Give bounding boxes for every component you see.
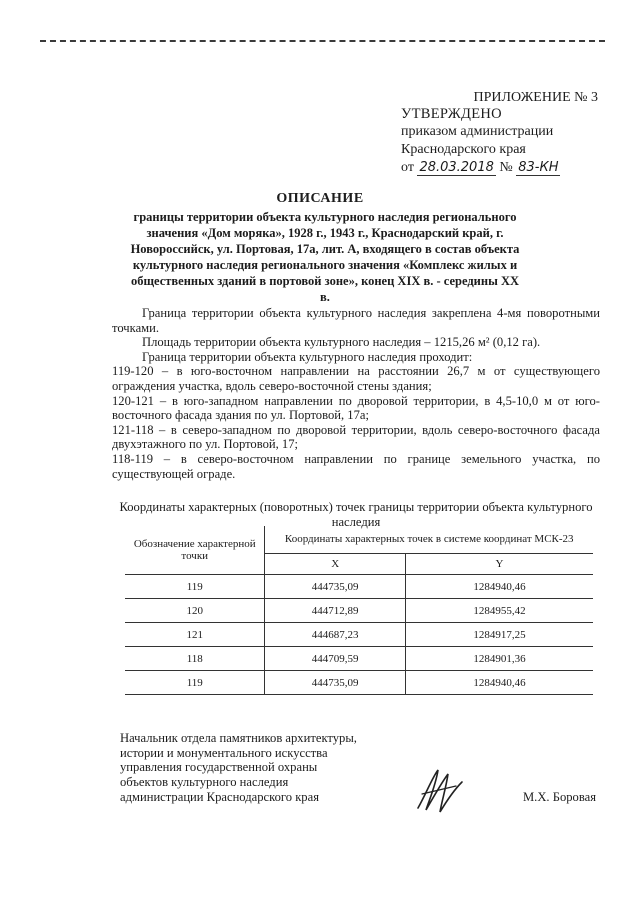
- description-body: [112, 306, 600, 481]
- cell-x: 444735,09: [265, 671, 405, 695]
- order-line-1: приказом администрации: [401, 124, 554, 139]
- table-row: [125, 671, 593, 695]
- paragraph-boundary-intro: Граница территории объекта культурного наследия проходит:: [142, 349, 473, 364]
- paragraph-area: Площадь территории объекта культурного наследия – 1215,26 м² (0,12 га).: [142, 335, 541, 350]
- header-x: X: [265, 553, 405, 574]
- cell-y: 1284940,46: [405, 671, 593, 695]
- table-row: [125, 647, 593, 671]
- order-line-2: Краснодарского края: [401, 142, 526, 157]
- document-subtitle: границы территории объекта культурного наследия регионального значения «Дом моряка», 1928 г., 1943 г., Краснодарский край, г. Новороссийск, ул. Портовая, 17а, лит. А, входящего в состав объекта культурного наследия регионального значения «Комплекс жилых и общественных зданий в портовой зоне», конец XIX в. - середины XX в.: [130, 210, 520, 304]
- coordinates-table: [125, 526, 593, 695]
- cell-point: 118: [125, 647, 265, 671]
- cell-x: 444709,59: [265, 647, 405, 671]
- appendix-label: ПРИЛОЖЕНИЕ № 3: [473, 90, 598, 105]
- cell-point: 119: [125, 671, 265, 695]
- paragraph-segment-120-121: 120-121 – в юго-западном направлении по дворовой территории, в 4,5-10,0 м от юго-восточного фасада здания по ул. Портовой, 17а;: [112, 393, 600, 423]
- paragraph-segment-118-119: 118-119 – в северо-восточном направлении по границе земельного участка, по существующей ограде.: [112, 451, 600, 481]
- signature-line-4: объектов культурного наследия: [120, 775, 289, 790]
- table-row: [125, 599, 593, 623]
- table-row: [125, 623, 593, 647]
- cell-y: 1284940,46: [405, 575, 593, 599]
- cell-y: 1284901,36: [405, 647, 593, 671]
- top-scan-rule: [40, 40, 605, 42]
- approved-heading: УТВЕРЖДЕНО: [401, 106, 502, 122]
- cell-x: 444735,09: [265, 575, 405, 599]
- cell-x: 444712,89: [265, 599, 405, 623]
- signature-line-2: истории и монументального искусства: [120, 745, 328, 760]
- paragraph-points: Граница территории объекта культурного наследия закреплена 4-мя поворотными точками.: [112, 306, 600, 335]
- signature-line-5: администрации Краснодарского края: [120, 789, 319, 804]
- number-prefix: №: [499, 160, 513, 175]
- cell-y: 1284955,42: [405, 599, 593, 623]
- table-row: [125, 575, 593, 599]
- approval-block: [401, 106, 601, 178]
- date-prefix: от: [401, 160, 414, 175]
- signatory-position: [120, 731, 400, 805]
- order-date-line: [401, 160, 601, 176]
- signer-name: М.Х. Боровая: [522, 790, 596, 804]
- handwritten-signature: [412, 764, 468, 816]
- header-y: Y: [405, 553, 593, 574]
- paragraph-segment-121-118: 121-118 – в северо-западном по дворовой территории, вдоль северо-восточного фасада двухэтажного по ул. Портовой, 17;: [112, 422, 600, 452]
- cell-point: 121: [125, 623, 265, 647]
- handwritten-date: 28.03.2018: [419, 160, 494, 175]
- document-title: ОПИСАНИЕ: [276, 191, 364, 206]
- header-coords: Координаты характерных точек в системе координат МСК-23: [265, 526, 593, 553]
- cell-y: 1284917,25: [405, 623, 593, 647]
- cell-point: 119: [125, 575, 265, 599]
- signature-line-3: управления государственной охраны: [120, 760, 318, 775]
- cell-point: 120: [125, 599, 265, 623]
- paragraph-segment-119-120: 119-120 – в юго-восточном направлении на расстоянии 26,7 м от существующего ограждения участка, вдоль северо-восточной стены здания;: [112, 364, 600, 393]
- handwritten-number: 83-КН: [518, 160, 559, 175]
- header-point: Обозначение характерной точки: [125, 526, 265, 575]
- signature-line-1: Начальник отдела памятников архитектуры,: [120, 731, 357, 745]
- table-title: Координаты характерных (поворотных) точек границы территории объекта культурного наследия: [119, 500, 593, 529]
- cell-x: 444687,23: [265, 623, 405, 647]
